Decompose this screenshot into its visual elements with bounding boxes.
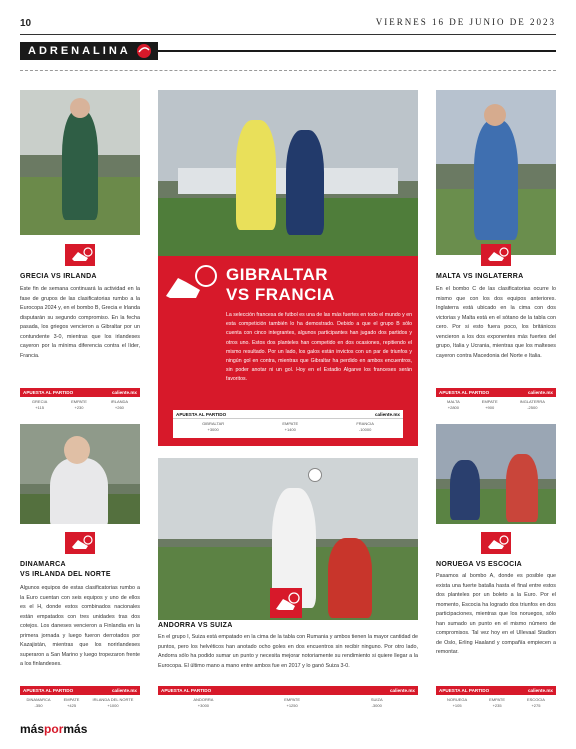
odds-cell: EMPATE +1400 xyxy=(282,421,299,432)
article-body: Algunos equipos de estas clasificatorias rumbo a la Euro cuentan con seis equipos y uno de ellos es el H, donde estos combinados nacionales están empatados con tres unidades tras dos cotejos. Los daneses vencieron a Finlandia en la primera jornada y luego fueron derrotados por Kazajistán, mientras que los norirlandeses superaron a San Marino y luego tropezaron frente a los finlandeses. xyxy=(20,585,140,667)
betting-header xyxy=(158,686,418,695)
odds-cell: FRANCIA -10000 xyxy=(356,421,374,432)
header-rule xyxy=(20,34,556,35)
brand-swoosh-icon xyxy=(135,43,153,59)
odds-cell: IRLANDA DEL NORTE +1000 xyxy=(92,697,134,708)
brand-part: más xyxy=(63,722,88,736)
odds-cell: EMPATE +1250 xyxy=(284,697,301,708)
dinamarca-photo xyxy=(20,424,140,524)
bet-brand: caliente.mx xyxy=(374,412,400,417)
betting-box xyxy=(20,388,140,412)
bet-brand: caliente.mx xyxy=(111,390,137,395)
gibraltar-photo xyxy=(158,90,418,256)
bet-label: APUESTA AL PARTIDO xyxy=(23,390,74,395)
odds-cell: EMPATE +425 xyxy=(63,697,80,708)
article-title-line: DINAMARCA xyxy=(20,561,66,568)
section-title: ADRENALINA xyxy=(28,45,131,57)
feature-title-line: VS FRANCIA xyxy=(226,285,335,304)
odds-cell: NORUEGA +105 xyxy=(446,697,468,708)
bet-label: APUESTA AL PARTIDO xyxy=(176,412,227,417)
issue-date: VIERNES 16 DE JUNIO DE 2023 xyxy=(375,17,556,27)
odds-cell: GIBRALTAR +3000 xyxy=(202,421,225,432)
betting-box xyxy=(158,686,418,710)
odds-cell: EMPATE +900 xyxy=(481,399,498,410)
soccer-cleat-icon xyxy=(481,532,511,554)
bet-brand: caliente.mx xyxy=(527,688,553,693)
article-title: GRECIA VS IRLANDA xyxy=(20,273,97,280)
soccer-cleat-icon xyxy=(65,532,95,554)
article-title: NORUEGA VS ESCOCIA xyxy=(436,561,523,568)
betting-header xyxy=(436,388,556,397)
odds-cell: MALTA +2800 xyxy=(447,399,460,410)
odds-cell: EMPATE +230 xyxy=(71,399,87,410)
section-rule xyxy=(158,50,556,52)
bet-brand: caliente.mx xyxy=(527,390,553,395)
feature-title xyxy=(226,265,335,305)
odds-cell: INGLATERRA -2500 xyxy=(519,399,545,410)
malta-photo xyxy=(436,90,556,255)
brand-part: más xyxy=(20,722,45,736)
soccer-cleat-icon xyxy=(481,244,511,266)
betting-header xyxy=(173,410,403,419)
article-body: Este fin de semana continuará la actividad en la fase de grupos de las clasificatorias rumbo a la Eurocopa 2024 y, en el bombo B, Grecia e Irlanda disputarán su segundo compromiso. En la fecha pasada, los griegos vencieron a Gibraltar por un contundente 3-0, mientras que los irlandeses cayeron por la mínima diferencia contra el líder, Francia. xyxy=(20,286,140,359)
article-title xyxy=(20,560,140,580)
soccer-cleat-icon xyxy=(65,244,95,266)
odds-cell: IRLANDA +260 xyxy=(110,399,129,410)
odds-cell: ANDORRA +3000 xyxy=(193,697,214,708)
betting-box xyxy=(173,410,403,438)
odds-cell: SUIZA -3000 xyxy=(370,697,383,708)
feature-body: La selección francesa de futbol es una de las más fuertes en todo el mundo y en esta competición también lo ha demostrado. Debido a que el grupo B sólo cuenta con cinco integrantes, algunos participantes han jugado dos partidos y otros uno. Estos dos planteles han competido en dos ocasiones, repitiendo el mismo resultado. Por un lado, los galos están invictos con un par de triunfos y ningún gol en contra, mientras que Gibraltar ha perdido en ambos encuentros, sin poder anotar ni un gol. Hoy en el Estadio Algarve los franceses serán favoritos. xyxy=(226,312,412,383)
page-number: 10 xyxy=(20,18,32,29)
article-body: En el bombo C de las clasificatorias ocurre lo mismo que con los dos equipos anteriores. Inglaterra está ubicado en la cima con dos victorias y Malta está en el sótano de la tabla con cero. Por si esto fuera poco, los británicos vencieron a los dos exponentes más fuertes del grupo, Italia y Ucrania, mientras que los malteses cayeron contra Macedonia del Norte e Italia. xyxy=(436,286,556,359)
dotted-divider xyxy=(20,70,556,73)
betting-header xyxy=(436,686,556,695)
betting-box xyxy=(436,388,556,412)
bet-brand: caliente.mx xyxy=(111,688,137,693)
feature-title-line: GIBRALTAR xyxy=(226,265,329,284)
odds-cell: ESCOCIA +275 xyxy=(526,697,545,708)
betting-box xyxy=(20,686,140,710)
bet-label: APUESTA AL PARTIDO xyxy=(23,688,74,693)
betting-header xyxy=(20,388,140,397)
odds-cell: DINAMARCA -350 xyxy=(26,697,51,708)
noruega-photo xyxy=(436,424,556,524)
brand-part: por xyxy=(44,722,64,736)
bet-label: APUESTA AL PARTIDO xyxy=(161,688,212,693)
bet-brand: caliente.mx xyxy=(389,688,415,693)
ball-icon xyxy=(308,468,322,482)
article-title: ANDORRA VS SUIZA xyxy=(158,622,233,629)
publication-logo xyxy=(20,722,87,736)
grecia-photo xyxy=(20,90,140,235)
bet-label: APUESTA AL PARTIDO xyxy=(439,390,490,395)
article-body: Pasamos al bombo A, donde es posible que exista una fuerte batalla hasta el final entre estos dos planteles por un boleto a la Euro. Por el momento, Escocia ha logrado dos triunfos en dos participaciones, mientras que los noruegos, sólo han sumado un punto en el mismo número de compromisos. Tal vez hoy en el Ullevaal Stadion de Oslo, Erling Haaland y compañía empiecen a remontar. xyxy=(436,573,556,655)
odds-cell: GRECIA +115 xyxy=(31,399,48,410)
betting-header xyxy=(20,686,140,695)
odds-cell: EMPATE +235 xyxy=(489,697,506,708)
article-title-line: VS IRLANDA DEL NORTE xyxy=(20,571,111,578)
article-title: MALTA VS INGLATERRA xyxy=(436,273,524,280)
soccer-cleat-icon xyxy=(270,588,302,618)
article-body: En el grupo I, Suiza está empatado en la cima de la tabla con Rumania y ambos tienen la mayor cantidad de puntos, pero los helvéticos han anotado ocho goles en dos encuentros sin recibir ninguno. Por otro lado, Andorra sólo ha podido sumar un punto y necesita mejorar notoriamente su rendimiento si quiere llegar a la Eurocopa. El último mano a mano entre ambos fue en 2017 y lo ganó Suiza 3-0. xyxy=(158,634,418,669)
bet-label: APUESTA AL PARTIDO xyxy=(439,688,490,693)
betting-box xyxy=(436,686,556,710)
soccer-cleat-icon xyxy=(160,258,220,308)
